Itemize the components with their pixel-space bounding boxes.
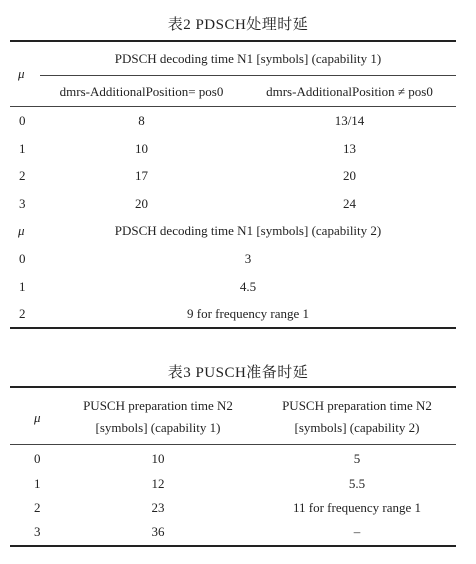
table2-group2-header: PDSCH decoding time N1 [symbols] (capability 2) (114, 223, 382, 238)
pos0-value: 17 (135, 168, 148, 183)
table2-bottom-rule (10, 327, 456, 329)
mu-value: 1 (19, 141, 26, 156)
pos0-value: 10 (135, 141, 148, 156)
table3-caption: 表3 PUSCH准备时延 (167, 365, 309, 381)
table3-col1-line2: [symbols] (capability 1) (95, 420, 221, 435)
mu-value: 1 (34, 476, 41, 491)
cap2-value: 11 for frequency range 1 (292, 500, 421, 515)
table2-header-rule (10, 106, 456, 107)
cap2-value: 5.5 (348, 476, 366, 491)
table2-top-rule (10, 40, 456, 42)
cap1-value: 10 (151, 451, 165, 466)
table2-mu-header: μ (18, 66, 25, 81)
table3-col1-line1: PUSCH preparation time N2 (83, 398, 233, 413)
mu-value: 2 (19, 168, 26, 183)
not-pos0-value: 20 (343, 168, 356, 183)
not-pos0-value: 24 (343, 196, 356, 211)
mu-value: 2 (19, 306, 26, 321)
cap2-value: 5 (353, 451, 361, 466)
table2-mu-header-2: μ (18, 223, 25, 238)
mu-value: 0 (19, 113, 26, 128)
mu-value: 1 (19, 279, 26, 294)
cap1-value: 23 (151, 500, 165, 515)
table2-group1-header: PDSCH decoding time N1 [symbols] (capability 1) (114, 51, 382, 66)
table2-caption: 表2 PDSCH处理时延 (167, 17, 309, 33)
cap2-value: 4.5 (239, 279, 257, 294)
cap2-value: – (353, 524, 361, 539)
cap2-value: 3 (244, 251, 252, 266)
table3-top-rule (10, 386, 456, 388)
mu-value: 3 (34, 524, 41, 539)
cap1-value: 36 (151, 524, 165, 539)
table2-group1-underline (40, 75, 456, 76)
mu-value: 3 (19, 196, 26, 211)
not-pos0-value: 13/14 (334, 113, 365, 128)
mu-value: 0 (19, 251, 26, 266)
cap2-value: 9 for frequency range 1 (187, 306, 309, 321)
table3-mu-header: μ (34, 410, 41, 425)
mu-value: 0 (34, 451, 41, 466)
pos0-value: 8 (138, 113, 145, 128)
table2-col-not-pos0: dmrs-AdditionalPosition ≠ pos0 (266, 84, 433, 99)
table3-col2-line2: [symbols] (capability 2) (294, 420, 420, 435)
table3-bottom-rule (10, 545, 456, 547)
cap1-value: 12 (151, 476, 165, 491)
table2-col-pos0: dmrs-AdditionalPosition= pos0 (59, 84, 224, 99)
pos0-value: 20 (135, 196, 148, 211)
table3-col2-line1: PUSCH preparation time N2 (282, 398, 432, 413)
table3-header-rule (10, 444, 456, 445)
not-pos0-value: 13 (343, 141, 356, 156)
mu-value: 2 (34, 500, 41, 515)
